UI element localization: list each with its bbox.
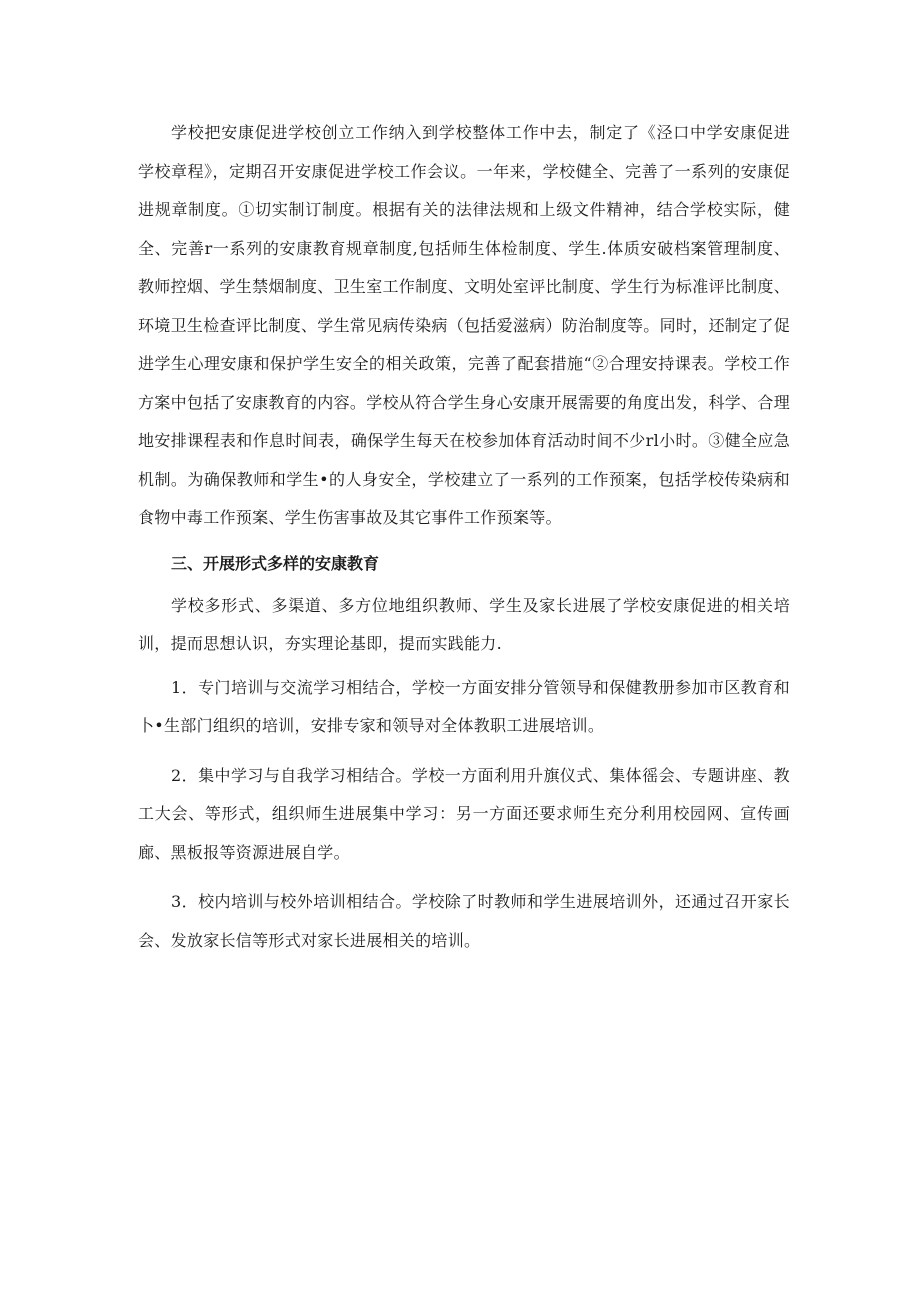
paragraph-item-3: 3．校内培训与校外培训相结合。学校除了时教师和学生进展培训外，还通过召开家长会、发放家长信等形式对家长进展相关的培训。 — [138, 892, 790, 950]
paragraph-item-1: 1．专门培训与交流学习相结合，学校一方面安排分管领导和保健教册参加市区教育和卜•生部门组织的培训，安排专家和领导对全体教职工进展培训。 — [138, 677, 790, 735]
document-page — [138, 114, 790, 960]
section-heading: 三、开展形式多样的安康教育 — [171, 553, 380, 573]
paragraph-health-system: 学校把安康促进学校创立工作纳入到学校整体工作中去，制定了《泾口中学安康促进学校章程》，定期召开安康促进学校工作会议。一年来，学校健全、完善了一系列的安康促进规章制度。①切实制订制度。根据有关的法律法规和上级文件精神，结合学校实际，健全、完善r一系列的安康教育规章制度,包括师生体检制度、学生.体质安破档案管理制度、教师控烟、学生禁烟制度、卫生室工作制度、文明处室评比制度、学生行为标准评比制度、环境卫生检查评比制度、学生常见病传染病（包括爱滋病）防治制度等。同时，还制定了促进学生心理安康和保护学生安全的相关政策，完善了配套措施“②合理安持课表。学校工作方案中包括了安康教育的内容。学校从符合学生身心安康开展需要的角度出发，科学、合理地安排课程表和作息时间表，确保学生每天在校参加体育活动时间不少rl小时。③健全应急机制。为确保教师和学生•的人身安全，学校建立了一系列的工作预案，包括学校传染病和食物中毒工作预案、学生伤害事故及其它事件工作预案等。 — [138, 123, 791, 527]
paragraph-training-intro: 学校多形式、多渠道、多方位地组织教师、学生及家长进展了学校安康促进的相关培训，提而思想认识，夯实理论基即，提而实践能力. — [138, 595, 790, 653]
paragraph-item-2: 2．集中学习与自我学习相结合。学校一方面利用升旗仪式、集体徭会、专题讲座、教工大会、等形式，组织师生进展集中学习：另一方面还要求师生充分利用校园网、宣传画廊、黑板报等资源进展自学。 — [138, 765, 790, 862]
